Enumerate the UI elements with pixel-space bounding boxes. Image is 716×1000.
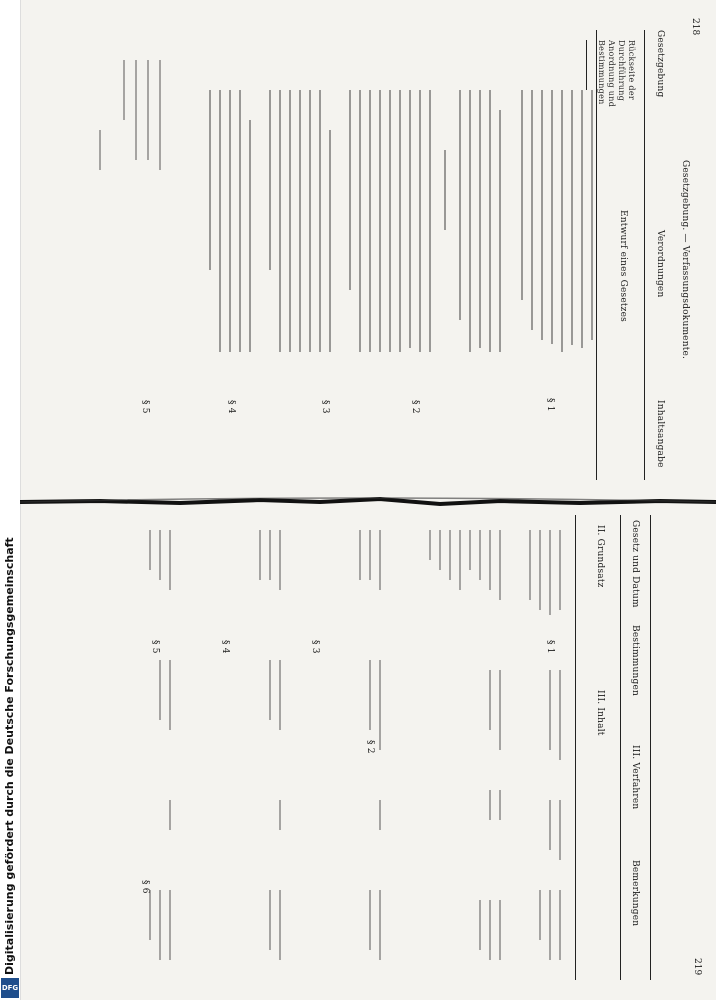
section-mark: § 5 [150,640,160,654]
column-header: Inhaltsangabe [655,400,665,468]
column-header: Bemerkungen [630,860,640,927]
section-mark: § 2 [365,740,375,754]
page-number-bottom: 219 [692,958,702,976]
section-mark: § 5 [140,400,150,414]
column-header: Bestimmungen [630,625,640,696]
section-mark: § 3 [320,400,330,414]
header-rule [620,515,621,980]
section-mark: § 6 [140,880,150,894]
dfg-notice: Digitalisierung gefördert durch die Deutsche Forschungsgemeinschaft [3,537,16,975]
section-mark: § 3 [310,640,320,654]
column-subheader: II. Grundsatz [595,525,605,588]
section-mark: § 1 [545,398,555,412]
section-mark: § 2 [410,400,420,414]
dfg-logo: DFG [1,978,19,998]
table-body [110,520,570,980]
column-header: Gesetzgebung [655,30,665,98]
header-rule [650,515,651,980]
column-header: III. Verfahren [630,745,640,810]
section-mark: § 1 [545,640,555,654]
page-title: Gesetzgebung. — Verfassungsdokumente. [680,160,690,360]
column-subheader: III. Inhalt [595,690,605,736]
upper-page: Gesetzgebung. — Verfassungsdokumente. Gesetzgebung Verordnungen Inhaltsangabe Entwurf eines Gesetzes Rückseite der Durchführung Anordnung und Bestimmungen § 1 § 2 § 3 § 4 § 5 [0,0,716,1000]
page-number-top: 218 [690,18,700,36]
column-header: Verordnungen [655,230,665,298]
section-mark: § 4 [220,640,230,654]
column-header: Gesetz und Datum [630,520,640,608]
header-rule [575,515,576,980]
subheading: Entwurf eines Gesetzes [618,210,628,322]
section-mark: § 4 [226,400,236,414]
